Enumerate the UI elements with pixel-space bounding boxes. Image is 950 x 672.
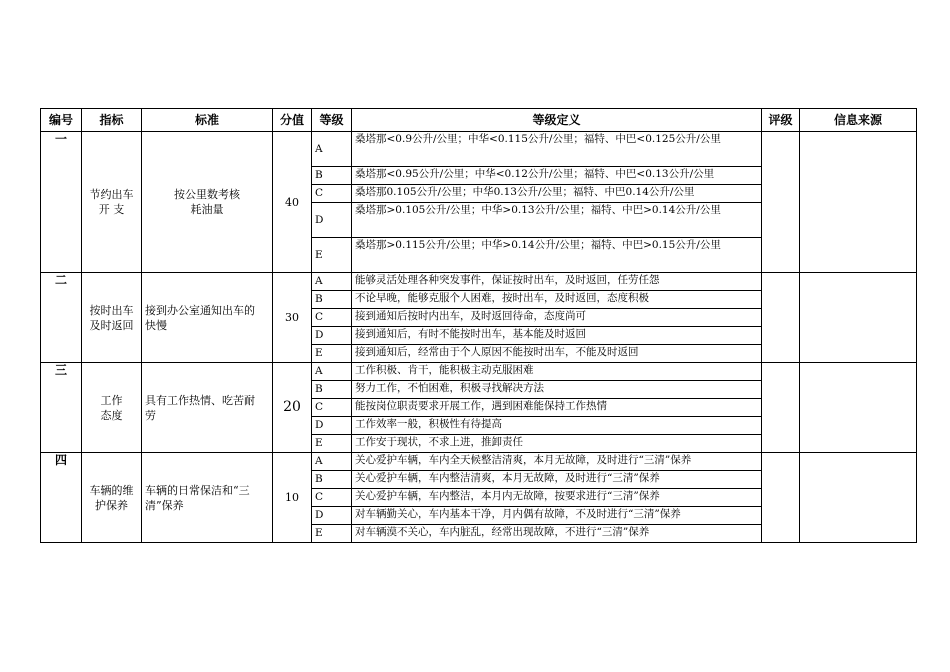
indicator-line: 按时出车 <box>89 303 134 317</box>
source-cell[interactable] <box>800 363 917 453</box>
header-definition: 等级定义 <box>352 109 762 132</box>
indicator-line: 节约出车 <box>89 188 134 201</box>
grade-definition: 桑塔那0.105公升/公里；中华0.13公升/公里；福特、中巴0.14公升/公里 <box>352 185 762 203</box>
grade-definition: 接到通知后，有时不能按时出车，基本能及时返回 <box>352 327 762 345</box>
indicator-cell <box>82 273 142 363</box>
rating-cell[interactable] <box>762 273 800 363</box>
source-cell[interactable] <box>800 453 917 543</box>
grade-cell: E <box>312 525 352 543</box>
grade-definition: 工作积极、肯干，能积极主动克服困难 <box>352 363 762 381</box>
standard-line: 接到办公室通知出车的 <box>145 303 255 317</box>
grade-cell: D <box>312 507 352 525</box>
score-cell: 10 <box>273 453 312 543</box>
indicator-line: 工作 <box>100 393 123 407</box>
indicator-cell <box>82 453 142 543</box>
table-row <box>41 453 917 471</box>
grade-cell: B <box>312 167 352 185</box>
standard-cell <box>142 363 273 453</box>
header-standard: 标准 <box>142 109 273 132</box>
grade-cell: B <box>312 471 352 489</box>
grade-cell: A <box>312 273 352 291</box>
standard-line: 车辆的日常保洁和“三 <box>145 483 250 497</box>
grade-cell: D <box>312 203 352 238</box>
section-number: 四 <box>41 453 82 543</box>
table-row <box>41 273 917 291</box>
source-cell[interactable] <box>800 132 917 273</box>
indicator-cell <box>82 132 142 273</box>
grade-cell: A <box>312 363 352 381</box>
grade-cell: E <box>312 435 352 453</box>
grade-cell: C <box>312 309 352 327</box>
header-rating: 评级 <box>762 109 800 132</box>
grade-cell: B <box>312 291 352 309</box>
standard-cell <box>142 273 273 363</box>
grade-cell: D <box>312 417 352 435</box>
indicator-line: 开 支 <box>98 203 125 216</box>
indicator-cell <box>82 363 142 453</box>
section-number: 一 <box>41 132 82 273</box>
header-row <box>41 109 917 132</box>
grade-cell: E <box>312 238 352 273</box>
evaluation-table <box>40 108 917 543</box>
section-number: 二 <box>41 273 82 363</box>
table-row <box>41 363 917 381</box>
grade-definition: 对车辆漠不关心，车内脏乱，经常出现故障，不进行“三清”保养 <box>352 525 762 543</box>
grade-definition: 桑塔那>0.105公升/公里；中华>0.13公升/公里；福特、中巴>0.14公升/公里 <box>352 203 762 238</box>
standard-line: 劳 <box>145 408 156 422</box>
grade-cell: C <box>312 399 352 417</box>
standard-line: 耗油量 <box>190 203 224 216</box>
grade-cell: B <box>312 381 352 399</box>
header-score: 分值 <box>273 109 312 132</box>
grade-cell: C <box>312 489 352 507</box>
score-cell: 30 <box>273 273 312 363</box>
grade-definition: 工作效率一般，积极性有待提高 <box>352 417 762 435</box>
grade-cell: A <box>312 453 352 471</box>
header-indicator: 指标 <box>82 109 142 132</box>
grade-definition: 接到通知后，经常由于个人原因不能按时出车，不能及时返回 <box>352 345 762 363</box>
grade-definition: 能够灵活处理各种突发事件，保证按时出车，及时返回，任劳任怨 <box>352 273 762 291</box>
table-row <box>41 132 917 167</box>
standard-line: 具有工作热情、吃苦耐 <box>145 393 255 407</box>
indicator-line: 及时返回 <box>89 318 134 332</box>
grade-definition: 关心爱护车辆，车内全天候整洁清爽，本月无故障，及时进行“三清”保养 <box>352 453 762 471</box>
grade-definition: 桑塔那<0.9公升/公里；中华<0.115公升/公里；福特、中巴<0.125公升/公里 <box>352 132 762 167</box>
score-cell: 20 <box>273 363 312 453</box>
rating-cell[interactable] <box>762 453 800 543</box>
standard-cell <box>142 132 273 273</box>
source-cell[interactable] <box>800 273 917 363</box>
grade-definition: 关心爱护车辆，车内整洁，本月内无故障，按要求进行“三清”保养 <box>352 489 762 507</box>
grade-definition: 关心爱护车辆，车内整洁清爽，本月无故障，及时进行“三清”保养 <box>352 471 762 489</box>
indicator-line: 车辆的维 <box>89 483 134 497</box>
standard-line: 快慢 <box>145 318 167 332</box>
standard-line: 按公里数考核 <box>174 188 240 201</box>
grade-cell: C <box>312 185 352 203</box>
indicator-line: 护保养 <box>95 498 128 512</box>
grade-definition: 能按岗位职责要求开展工作，遇到困难能保持工作热情 <box>352 399 762 417</box>
grade-cell: A <box>312 132 352 167</box>
standard-cell <box>142 453 273 543</box>
indicator-line: 态度 <box>100 408 123 422</box>
rating-cell[interactable] <box>762 132 800 273</box>
grade-definition: 工作安于现状，不求上进，推卸责任 <box>352 435 762 453</box>
standard-line: 清”保养 <box>145 498 184 512</box>
grade-definition: 桑塔那<0.95公升/公里；中华<0.12公升/公里；福特、中巴<0.13公升/公里 <box>352 167 762 185</box>
score-cell: 40 <box>273 132 312 273</box>
header-grade: 等级 <box>312 109 352 132</box>
header-num: 编号 <box>41 109 82 132</box>
section-number: 三 <box>41 363 82 453</box>
grade-cell: D <box>312 327 352 345</box>
grade-definition: 桑塔那>0.115公升/公里；中华>0.14公升/公里；福特、中巴>0.15公升/公里 <box>352 238 762 273</box>
grade-definition: 不论早晚，能够克服个人困难，按时出车，及时返回，态度积极 <box>352 291 762 309</box>
header-source: 信息来源 <box>800 109 917 132</box>
grade-definition: 对车辆勤关心，车内基本干净，月内偶有故障，不及时进行“三清”保养 <box>352 507 762 525</box>
grade-definition: 努力工作，不怕困难，积极寻找解决方法 <box>352 381 762 399</box>
grade-definition: 接到通知后按时内出车，及时返回待命，态度尚可 <box>352 309 762 327</box>
grade-cell: E <box>312 345 352 363</box>
rating-cell[interactable] <box>762 363 800 453</box>
